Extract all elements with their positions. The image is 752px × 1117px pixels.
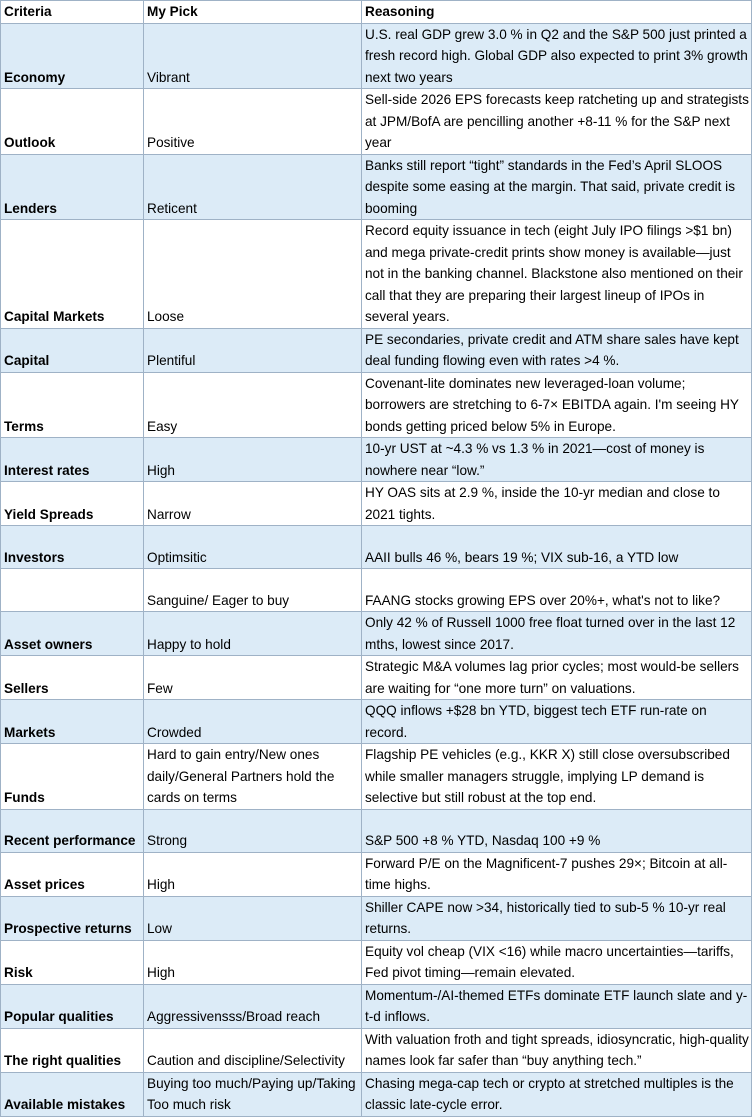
criteria-cell: Investors [1, 526, 144, 569]
reasoning-cell: U.S. real GDP grew 3.0 % in Q2 and the S&P 500 just printed a fresh record high. Global GDP also expected to print 3% growth next two years [362, 23, 752, 89]
criteria-cell: Funds [1, 744, 144, 810]
criteria-cell: Terms [1, 372, 144, 438]
table-row [1, 896, 752, 940]
criteria-cell: Popular qualities [1, 984, 144, 1028]
reasoning-cell: Covenant-lite dominates new leveraged-loan volume; borrowers are stretching to 6-7× EBITDA again. I'm seeing HY bonds getting priced below 5% in Europe. [362, 372, 752, 438]
criteria-cell: Yield Spreads [1, 482, 144, 526]
reasoning-cell: Forward P/E on the Magnificent-7 pushes 29×; Bitcoin at all-time highs. [362, 852, 752, 896]
header-criteria: Criteria [1, 1, 144, 24]
reasoning-cell: Equity vol cheap (VIX <16) while macro uncertainties—tariffs, Fed pivot timing—remain elevated. [362, 940, 752, 984]
pick-cell: High [144, 438, 362, 482]
table-row [1, 220, 752, 329]
reasoning-cell: 10-yr UST at ~4.3 % vs 1.3 % in 2021—cost of money is nowhere near “low.” [362, 438, 752, 482]
table-row [1, 612, 752, 656]
pick-cell: Few [144, 656, 362, 700]
criteria-cell: Recent performance [1, 809, 144, 852]
criteria-cell: Sellers [1, 656, 144, 700]
pick-cell: High [144, 940, 362, 984]
pick-cell: Reticent [144, 154, 362, 220]
reasoning-cell: Chasing mega-cap tech or crypto at stretched multiples is the classic late-cycle error. [362, 1072, 752, 1116]
table-row [1, 569, 752, 612]
pick-cell: Happy to hold [144, 612, 362, 656]
reasoning-cell: QQQ inflows +$28 bn YTD, biggest tech ETF run-rate on record. [362, 700, 752, 744]
pick-cell: Hard to gain entry/New ones daily/General Partners hold the cards on terms [144, 744, 362, 810]
criteria-cell: Available mistakes [1, 1072, 144, 1116]
pick-cell: Optimsitic [144, 526, 362, 569]
criteria-cell: Lenders [1, 154, 144, 220]
criteria-cell: Prospective returns [1, 896, 144, 940]
criteria-cell [1, 569, 144, 612]
pick-cell: Plentiful [144, 328, 362, 372]
header-my-pick: My Pick [144, 1, 362, 24]
pick-cell: Low [144, 896, 362, 940]
pick-cell: Aggressivensss/Broad reach [144, 984, 362, 1028]
table-row [1, 1072, 752, 1116]
criteria-cell: Interest rates [1, 438, 144, 482]
pick-cell: Positive [144, 89, 362, 155]
pick-cell: Sanguine/ Eager to buy [144, 569, 362, 612]
reasoning-cell: S&P 500 +8 % YTD, Nasdaq 100 +9 % [362, 809, 752, 852]
table-row [1, 154, 752, 220]
reasoning-cell: FAANG stocks growing EPS over 20%+, what's not to like? [362, 569, 752, 612]
criteria-cell: Outlook [1, 89, 144, 155]
pick-cell: High [144, 852, 362, 896]
table-row [1, 482, 752, 526]
table-row [1, 852, 752, 896]
reasoning-cell: Banks still report “tight” standards in the Fed’s April SLOOS despite some easing at the margin. That said, private credit is booming [362, 154, 752, 220]
criteria-cell: Economy [1, 23, 144, 89]
table-row [1, 1028, 752, 1072]
reasoning-cell: Record equity issuance in tech (eight July IPO filings >$1 bn) and mega private-credit prints show money is available—just not in the banking channel. Blackstone also mentioned on their call that they are preparing their largest lineup of IPOs in several years. [362, 220, 752, 329]
table-row [1, 984, 752, 1028]
pick-cell: Easy [144, 372, 362, 438]
pick-cell: Caution and discipline/Selectivity [144, 1028, 362, 1072]
reasoning-cell: Momentum-/AI-themed ETFs dominate ETF launch slate and y-t-d inflows. [362, 984, 752, 1028]
table-row [1, 526, 752, 569]
table-row [1, 438, 752, 482]
reasoning-cell: Sell-side 2026 EPS forecasts keep ratcheting up and strategists at JPM/BofA are pencilling another +8-11 % for the S&P next year [362, 89, 752, 155]
table-row [1, 656, 752, 700]
criteria-cell: The right qualities [1, 1028, 144, 1072]
header-reasoning: Reasoning [362, 1, 752, 24]
pick-cell: Crowded [144, 700, 362, 744]
criteria-cell: Markets [1, 700, 144, 744]
header-row [1, 1, 752, 24]
reasoning-cell: HY OAS sits at 2.9 %, inside the 10-yr median and close to 2021 tights. [362, 482, 752, 526]
reasoning-cell: Shiller CAPE now >34, historically tied to sub-5 % 10-yr real returns. [362, 896, 752, 940]
pick-cell: Loose [144, 220, 362, 329]
reasoning-cell: AAII bulls 46 %, bears 19 %; VIX sub-16, a YTD low [362, 526, 752, 569]
reasoning-cell: Strategic M&A volumes lag prior cycles; most would-be sellers are waiting for “one more turn” on valuations. [362, 656, 752, 700]
table-row [1, 372, 752, 438]
table-row [1, 700, 752, 744]
pick-cell: Vibrant [144, 23, 362, 89]
table-row [1, 328, 752, 372]
table-row [1, 23, 752, 89]
reasoning-cell: Flagship PE vehicles (e.g., KKR X) still close oversubscribed while smaller managers struggle, implying LP demand is selective but still robust at the top end. [362, 744, 752, 810]
criteria-cell: Asset owners [1, 612, 144, 656]
table-row [1, 744, 752, 810]
criteria-cell: Asset prices [1, 852, 144, 896]
pick-cell: Narrow [144, 482, 362, 526]
table-row [1, 809, 752, 852]
criteria-cell: Capital [1, 328, 144, 372]
pick-cell: Buying too much/Paying up/Taking Too much risk [144, 1072, 362, 1116]
criteria-cell: Risk [1, 940, 144, 984]
table-row [1, 89, 752, 155]
criteria-cell: Capital Markets [1, 220, 144, 329]
reasoning-cell: PE secondaries, private credit and ATM share sales have kept deal funding flowing even with rates >4 %. [362, 328, 752, 372]
reasoning-cell: With valuation froth and tight spreads, idiosyncratic, high-quality names look far safer than “buy anything tech.” [362, 1028, 752, 1072]
reasoning-cell: Only 42 % of Russell 1000 free float turned over in the last 12 mths, lowest since 2017. [362, 612, 752, 656]
table-row [1, 940, 752, 984]
pick-cell: Strong [144, 809, 362, 852]
